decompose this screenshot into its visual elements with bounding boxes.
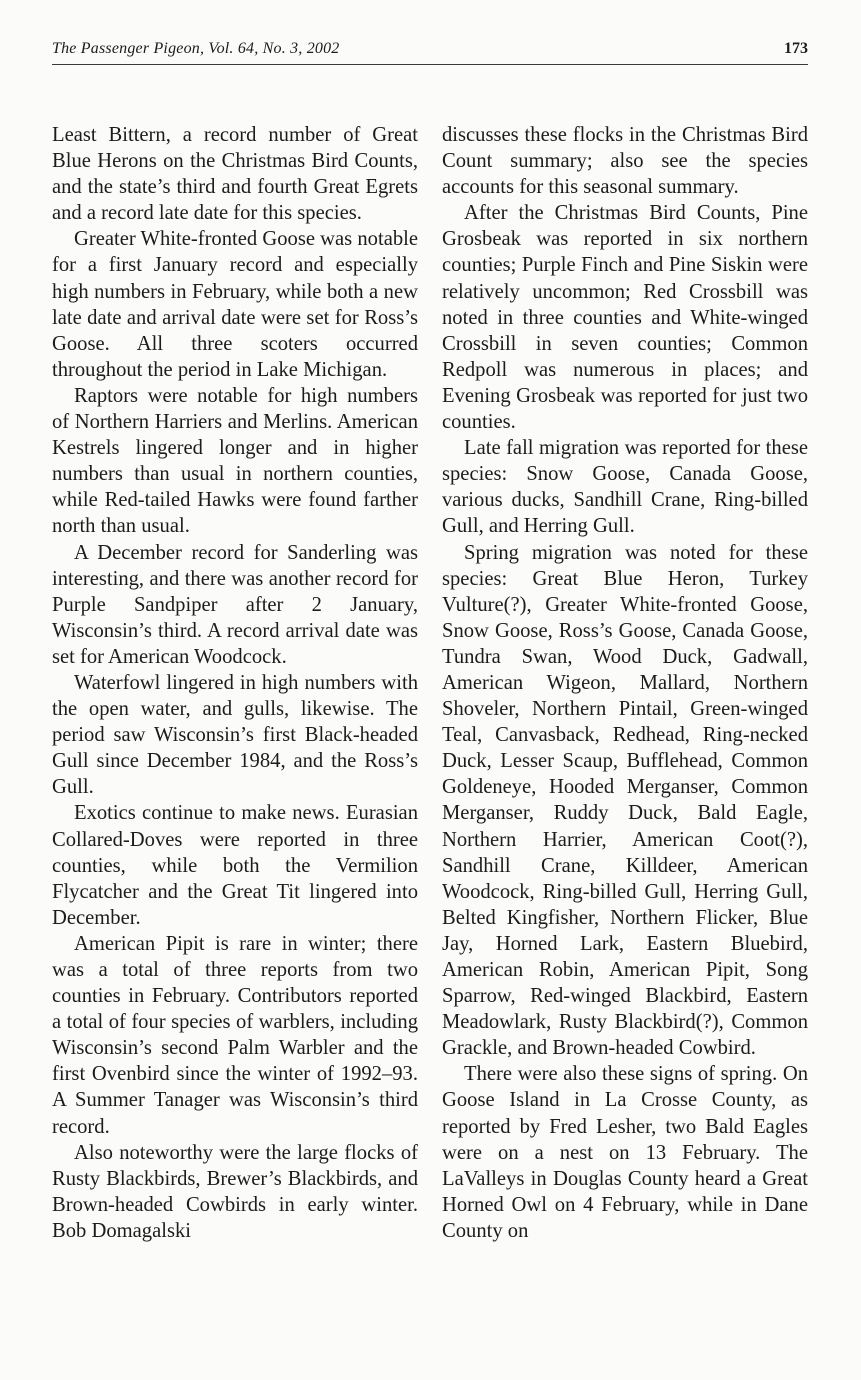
paragraph: Spring migration was noted for these species: Great Blue Heron, Turkey Vulture(?), Greater White-fronted Goose, Snow Goose, Ross’s Goose, Canada Goose, Tundra Swan, Wood Duck, Gadwall, American Wigeon, Mallard, Northern Shoveler, Northern Pintail, Green-winged Teal, Canvasback, Redhead, Ring-necked Duck, Lesser Scaup, Bufflehead, Common Goldeneye, Hooded Merganser, Common Merganser, Ruddy Duck, Bald Eagle, Northern Harrier, American Coot(?), Sandhill Crane, Killdeer, American Woodcock, Ring-billed Gull, Herring Gull, Belted Kingfisher, Northern Flicker, Blue Jay, Horned Lark, Eastern Bluebird, American Robin, American Pipit, Song Sparrow, Red-winged Blackbird, Eastern Meadowlark, Rusty Blackbird(?), Common Grackle, and Brown-headed Cowbird.	[442, 541, 808, 1060]
paragraph: American Pipit is rare in winter; there was a total of three reports from two counties in February. Contributors reported a total of four species of warblers, including Wisconsin’s second Palm Warbler and the first Ovenbird since the winter of 1992–93. A Summer Tanager was Wisconsin’s third record.	[52, 932, 418, 1138]
paragraph: There were also these signs of spring. On Goose Island in La Crosse County, as reported by Fred Lesher, two Bald Eagles were on a nest on 13 February. The LaValleys in Douglas County heard a Great Horned Owl on 4 February, while in Dane County on	[442, 1063, 808, 1242]
running-header	[52, 38, 808, 65]
paragraph: Greater White-fronted Goose was notable for a first January record and especially high numbers in February, while both a new late date and arrival date were set for Ross’s Goose. All three scoters occurred throughout the period in Lake Michigan.	[52, 228, 418, 381]
paragraph: Late fall migration was reported for these species: Snow Goose, Canada Goose, various ducks, Sandhill Crane, Ring-billed Gull, and Herring Gull.	[442, 437, 808, 538]
paragraph: Waterfowl lingered in high numbers with the open water, and gulls, likewise. The period saw Wisconsin’s first Black-headed Gull since December 1984, and the Ross’s Gull.	[52, 671, 418, 799]
paragraph: discusses these flocks in the Christmas Bird Count summary; also see the species accounts for this seasonal summary.	[442, 124, 808, 199]
paragraph: A December record for Sanderling was interesting, and there was another record for Purple Sandpiper after 2 January, Wisconsin’s third. A record arrival date was set for American Woodcock.	[52, 541, 418, 668]
page-number: 173	[784, 40, 808, 57]
paragraph: Exotics continue to make news. Eurasian Collared-Doves were reported in three counties, while both the Vermilion Flycatcher and the Great Tit lingered into December.	[52, 802, 418, 929]
paragraph: Raptors were notable for high numbers of Northern Harriers and Merlins. American Kestrels lingered longer and in higher numbers than usual in northern counties, while Red-tailed Hawks were found farther north than usual.	[52, 384, 418, 538]
journal-title: The Passenger Pigeon, Vol. 64, No. 3, 2002	[52, 40, 340, 57]
left-column	[52, 122, 418, 1244]
paragraph: Also noteworthy were the large flocks of Rusty Blackbirds, Brewer’s Blackbirds, and Brown-headed Cowbirds in early winter. Bob Domagalski	[52, 1141, 418, 1242]
right-column	[442, 122, 808, 1244]
paragraph: Least Bittern, a record number of Great Blue Herons on the Christmas Bird Counts, and the state’s third and fourth Great Egrets and a record late date for this species.	[52, 124, 418, 225]
paragraph: After the Christmas Bird Counts, Pine Grosbeak was reported in six northern counties; Purple Finch and Pine Siskin were relatively uncommon; Red Crossbill was noted in three counties and White-winged Crossbill in seven counties; Common Redpoll was numerous in places; and Evening Grosbeak was reported for just two counties.	[442, 202, 808, 434]
